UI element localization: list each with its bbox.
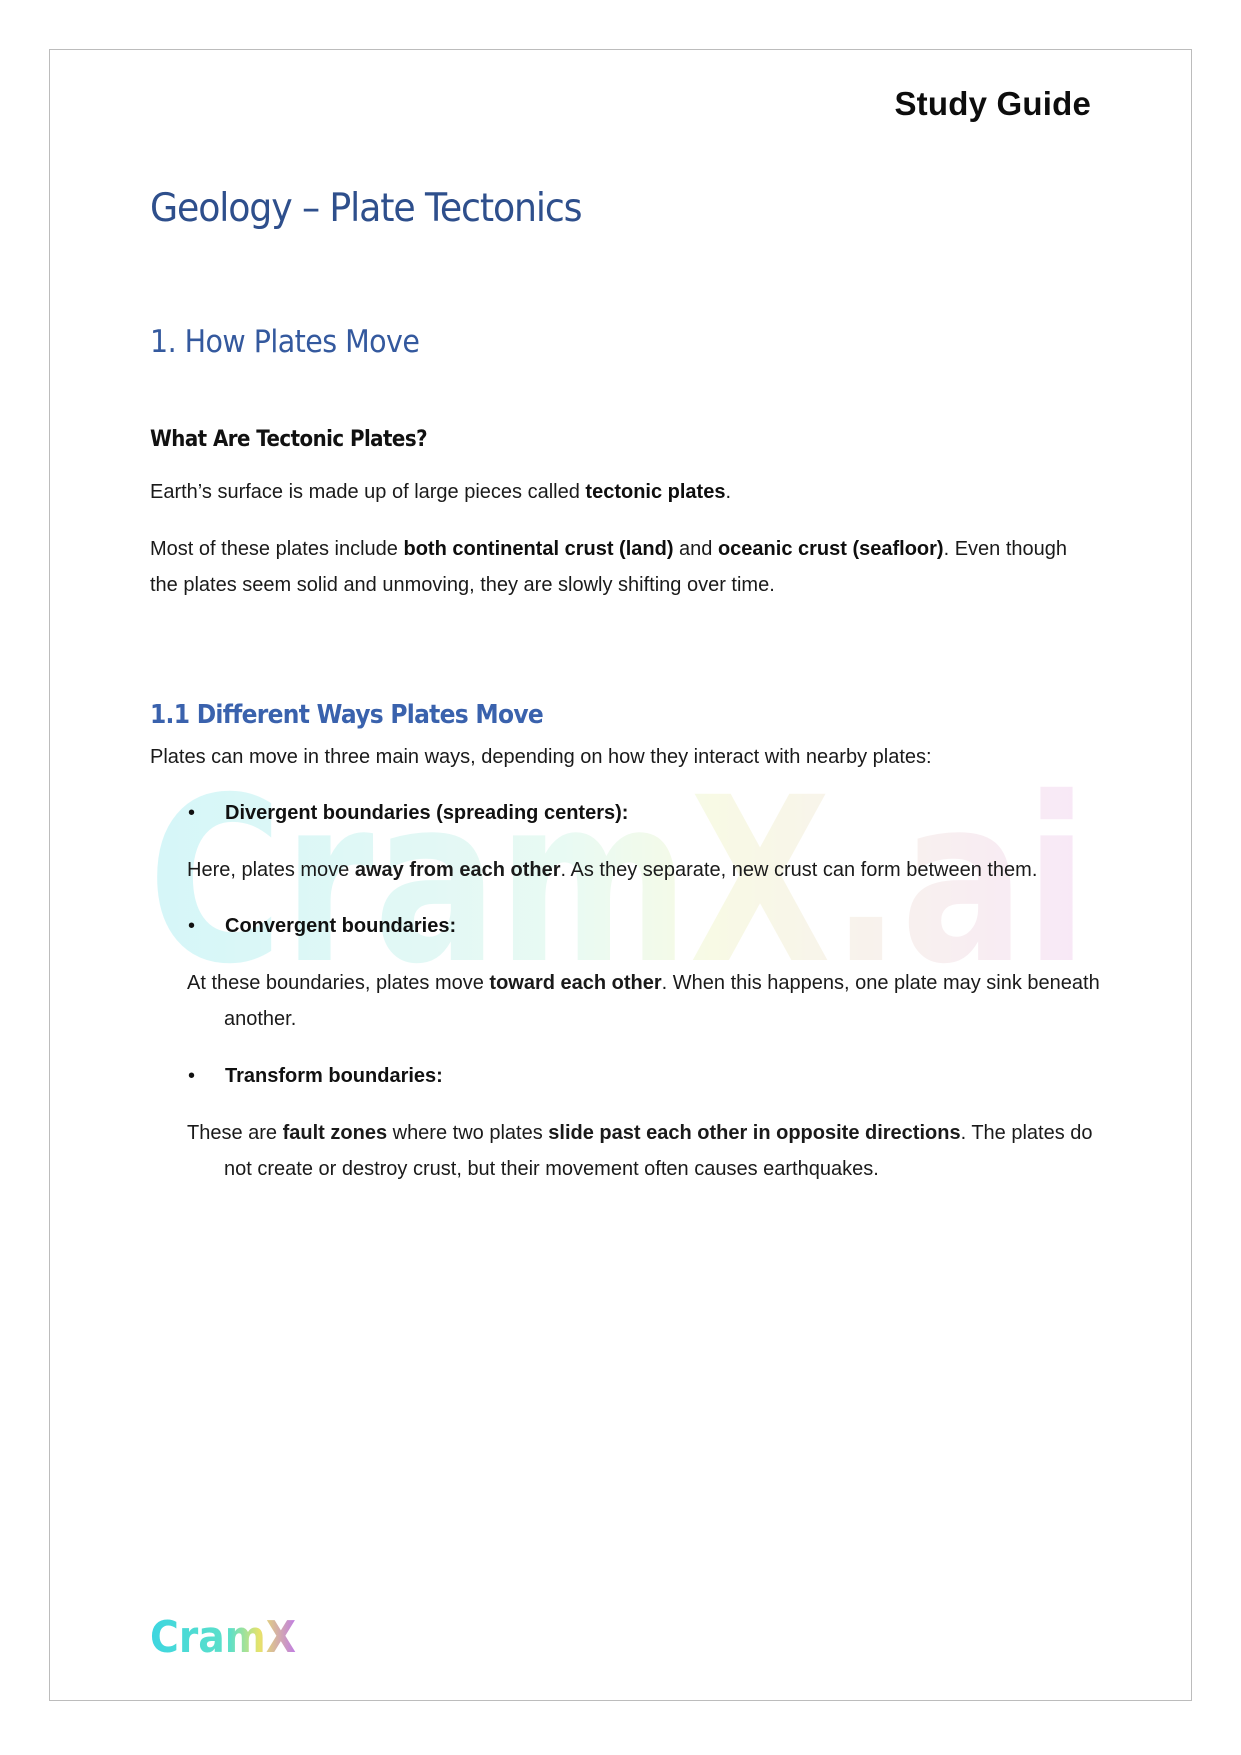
list-item-description-divergent: Here, plates move away from each other. As they separate, new crust can form between them. — [187, 859, 1038, 881]
bullet-icon: • — [188, 1065, 196, 1087]
subheading-what-are-tectonic-plates: What Are Tectonic Plates? — [150, 427, 428, 452]
paragraph-tectonic-plates: Earth’s surface is made up of large pieces called tectonic plates. — [150, 481, 732, 503]
list-item-title: Divergent boundaries (spreading centers): — [225, 802, 629, 824]
paragraph-crust-types: Most of these plates include both continental crust (land) and oceanic crust (seafloor). Even though the plates seem solid and unmoving, they are slowly shifting over time. — [150, 538, 1068, 596]
watermark-text: CramX.ai — [148, 748, 1088, 970]
section-heading-different-ways: 1.1 Different Ways Plates Move — [150, 700, 544, 730]
logo-text: CramX — [150, 1612, 297, 1662]
bullet-icon: • — [188, 915, 196, 937]
bullet-icon: • — [188, 802, 196, 824]
list-item-description-convergent: At these boundaries, plates move toward each other. When this happens, one plate may sink beneath another. — [187, 972, 1100, 1030]
list-item-description-transform: These are fault zones where two plates slide past each other in opposite directions. The plates do not create or destroy crust, but their movement often causes earthquakes. — [187, 1122, 1093, 1180]
section-heading-how-plates-move: 1. How Plates Move — [150, 324, 420, 360]
document-header-label: Study Guide — [894, 85, 1091, 122]
list-item-title: Transform boundaries: — [225, 1065, 443, 1087]
list-item-title: Convergent boundaries: — [225, 915, 457, 937]
document-title: Geology – Plate Tectonics — [150, 186, 582, 231]
cramx-logo — [150, 1612, 300, 1662]
paragraph-intro-ways: Plates can move in three main ways, depending on how they interact with nearby plates: — [150, 746, 932, 768]
